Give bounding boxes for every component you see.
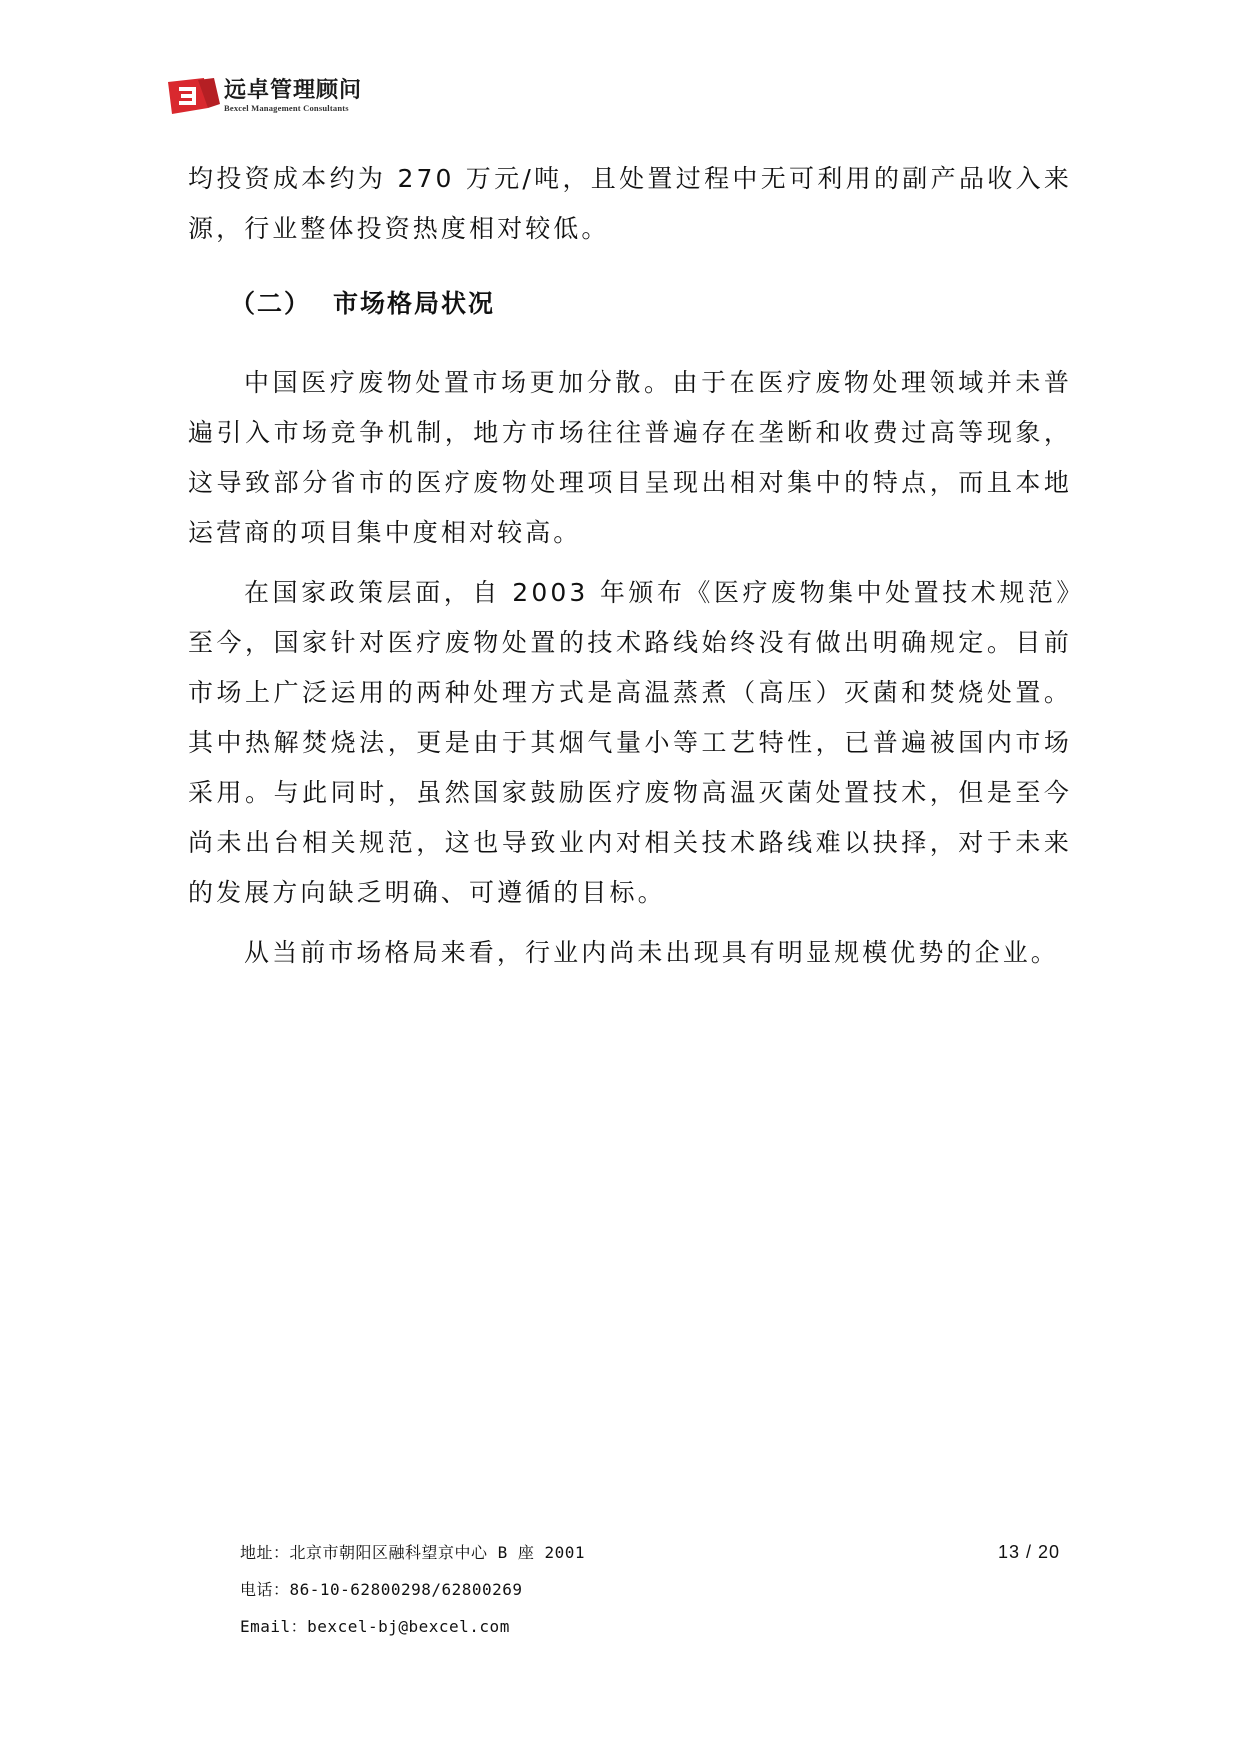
paragraph-national-policy: 在国家政策层面，自 2003 年颁布《医疗废物集中处置技术规范》至今，国家针对医疗废物处置的技术路线始终没有做出明确规定。目前市场上广泛运用的两种处理方式是高温蒸煮（高压）灭菌和焚烧处置。其中热解焚烧法，更是由于其烟气量小等工艺特性，已普遍被国内市场采用。与此同时，虽然国家鼓励医疗废物高温灭菌处置技术，但是至今尚未出台相关规范，这也导致业内对相关技术路线难以抉择，对于未来的发展方向缺乏明确、可遵循的目标。 <box>188 578 1072 907</box>
footer-email: Email：bexcel-bj@bexcel.com <box>240 1617 510 1636</box>
company-logo <box>168 78 362 114</box>
footer-address: 地址：北京市朝阳区融科望京中心 B 座 2001 <box>240 1543 586 1562</box>
section-number: （二） <box>230 289 312 318</box>
bexcel-logo-icon <box>168 78 220 114</box>
page-footer <box>240 1534 1072 1645</box>
page-number: 13 / 20 <box>997 1542 1060 1562</box>
footer-phone: 电话：86-10-62800298/62800269 <box>240 1580 523 1599</box>
document-body <box>188 154 1072 978</box>
section-title: 市场格局状况 <box>333 289 496 318</box>
paragraph-continued: 均投资成本约为 270 万元/吨，且处置过程中无可利用的副产品收入来源，行业整体投资热度相对较低。 <box>188 164 1072 243</box>
paragraph-market-dispersion: 中国医疗废物处置市场更加分散。由于在医疗废物处理领域并未普遍引入市场竞争机制，地方市场往往普遍存在垄断和收费过高等现象，这导致部分省市的医疗废物处理项目呈现出相对集中的特点，而且本地运营商的项目集中度相对较高。 <box>188 368 1072 547</box>
logo-english-name: Bexcel Management Consultants <box>224 103 349 114</box>
logo-chinese-name: 远卓管理顾问 <box>224 77 363 104</box>
section-heading <box>188 274 1072 334</box>
paragraph-market-pattern: 从当前市场格局来看，行业内尚未出现具有明显规模优势的企业。 <box>244 938 1059 967</box>
